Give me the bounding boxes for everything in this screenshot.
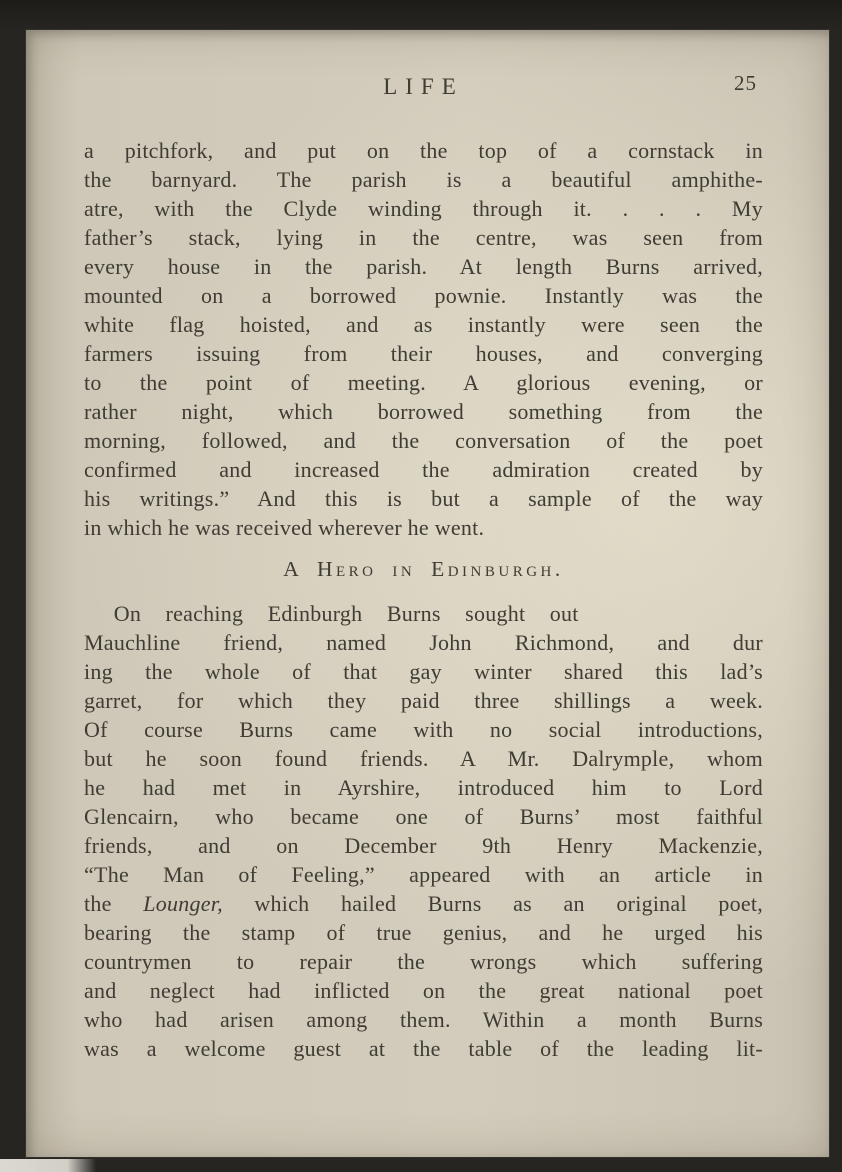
- text-line: was a welcome guest at the table of the leading lit-: [84, 1036, 763, 1061]
- text-segment: the: [84, 891, 144, 916]
- text-line: Of course Burns came with no social introductions,: [84, 717, 763, 742]
- page-number: 25: [734, 71, 757, 95]
- text-line: he had met in Ayrshire, introduced him to Lord: [84, 775, 763, 800]
- text-line: to the point of meeting. A glorious evening, or: [84, 370, 763, 395]
- text-line: but he soon found friends. A Mr. Dalrymple, whom: [84, 746, 763, 771]
- section-heading: A Hero in Edinburgh.: [283, 557, 564, 581]
- text-line: bearing the stamp of true genius, and he urged his: [84, 920, 763, 945]
- text-line: garret, for which they paid three shillings a week.: [84, 688, 763, 713]
- text-line: Mauchline friend, named John Richmond, and dur: [84, 630, 763, 655]
- text-line: [84, 889, 763, 918]
- text-line: friends, and on December 9th Henry Mackenzie,: [84, 833, 763, 858]
- text-line: a pitchfork, and put on the top of a cornstack in: [84, 138, 763, 163]
- text-line: countrymen to repair the wrongs which suffering: [84, 949, 763, 974]
- text-line: every house in the parish. At length Burns arrived,: [84, 254, 763, 279]
- text-line: his writings.” And this is but a sample of the way: [84, 486, 763, 511]
- text-line: On reaching Edinburgh Burns sought out: [113, 601, 579, 626]
- paragraph: [84, 599, 763, 1063]
- scan-artifact: [0, 1159, 96, 1172]
- text-line: and neglect had inflicted on the great national poet: [84, 978, 763, 1003]
- text-line: rather night, which borrowed something from the: [84, 399, 763, 424]
- page-content: [26, 30, 829, 1063]
- page-body: [84, 136, 763, 1063]
- text-line: “The Man of Feeling,” appeared with an article in: [84, 862, 763, 887]
- text-line: morning, followed, and the conversation of the poet: [84, 428, 763, 453]
- text-line: father’s stack, lying in the centre, was seen from: [84, 225, 763, 250]
- text-line: confirmed and increased the admiration created by: [84, 457, 763, 482]
- italic-text: Lounger,: [143, 891, 223, 916]
- text-segment: which hailed Burns as an original poet,: [222, 891, 763, 916]
- text-line: Glencairn, who became one of Burns’ most faithful: [84, 804, 763, 829]
- text-line: ing the whole of that gay winter shared this lad’s: [84, 659, 763, 684]
- text-line: farmers issuing from their houses, and converging: [84, 341, 763, 366]
- page-header: [84, 71, 763, 106]
- paragraph: [84, 136, 763, 542]
- text-line: who had arisen among them. Within a month Burns: [84, 1007, 763, 1032]
- text-line: mounted on a borrowed pownie. Instantly was the: [84, 283, 763, 308]
- text-line: the barnyard. The parish is a beautiful amphithe-: [84, 167, 763, 192]
- text-line: in which he was received wherever he went.: [84, 515, 485, 540]
- text-line: atre, with the Clyde winding through it. . . . My: [84, 196, 763, 221]
- text-line: white flag hoisted, and as instantly were seen the: [84, 312, 763, 337]
- book-page: [26, 30, 829, 1157]
- running-title: LIFE: [383, 74, 464, 99]
